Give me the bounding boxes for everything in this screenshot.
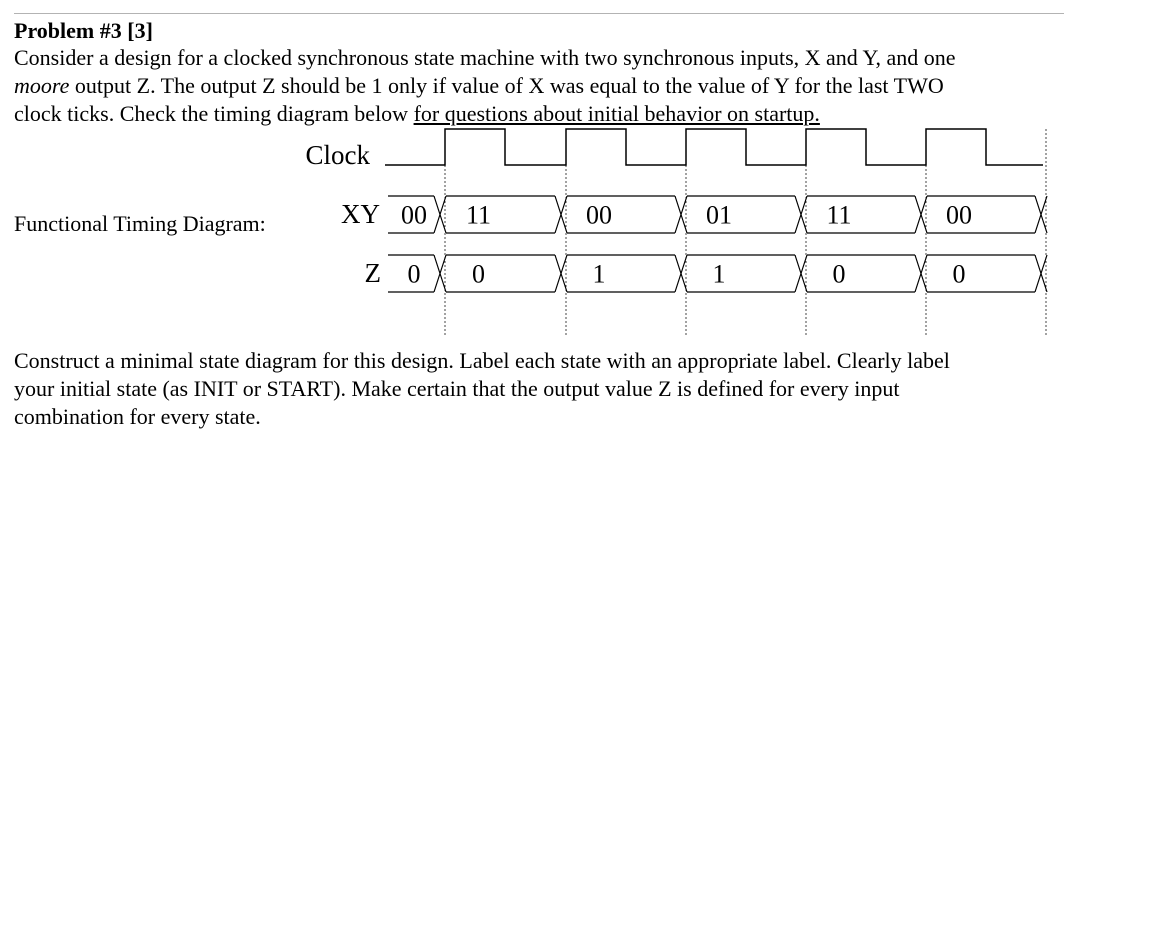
z-value: 0 [952, 259, 966, 289]
clock-waveform [385, 129, 1043, 165]
xy-label: XY [341, 199, 380, 229]
z-label: Z [364, 258, 381, 288]
xy-value: 00 [586, 200, 612, 230]
statement-line-1: Consider a design for a clocked synchronous state machine with two synchronous inputs, X and Y, and one [14, 45, 956, 70]
z-value: 1 [712, 259, 726, 289]
z-value: 0 [472, 259, 485, 289]
xy-bus [388, 196, 1047, 233]
z-bus [388, 255, 1047, 292]
instructions-line-3: combination for every state. [14, 404, 261, 429]
z-value: 0 [832, 259, 846, 289]
timing-diagram [0, 0, 1163, 340]
z-value: 0 [407, 259, 421, 289]
xy-value: 00 [401, 200, 427, 230]
instructions [14, 347, 950, 431]
xy-value: 01 [706, 200, 732, 230]
statement-line-3b: for questions about initial behavior on startup. [413, 101, 820, 126]
z-value: 1 [592, 259, 606, 289]
problem-title: Problem #3 [3] [14, 18, 153, 43]
statement-line-3a: clock ticks. Check the timing diagram below [14, 101, 414, 126]
instructions-line-1: Construct a minimal state diagram for this design. Label each state with an appropriate label. Clearly label [14, 348, 950, 373]
instructions-line-2: your initial state (as INIT or START). Make certain that the output value Z is defined for every input [14, 376, 900, 401]
moore-term: moore [14, 73, 70, 98]
xy-value: 11 [826, 200, 852, 230]
xy-value: 00 [946, 200, 972, 230]
timing-diagram-label: Functional Timing Diagram: [14, 211, 266, 236]
xy-value: 11 [465, 200, 492, 230]
clock-label: Clock [305, 140, 370, 170]
statement-line-2: output Z. The output Z should be 1 only if value of X was equal to the value of Y for the last TWO [69, 73, 944, 98]
